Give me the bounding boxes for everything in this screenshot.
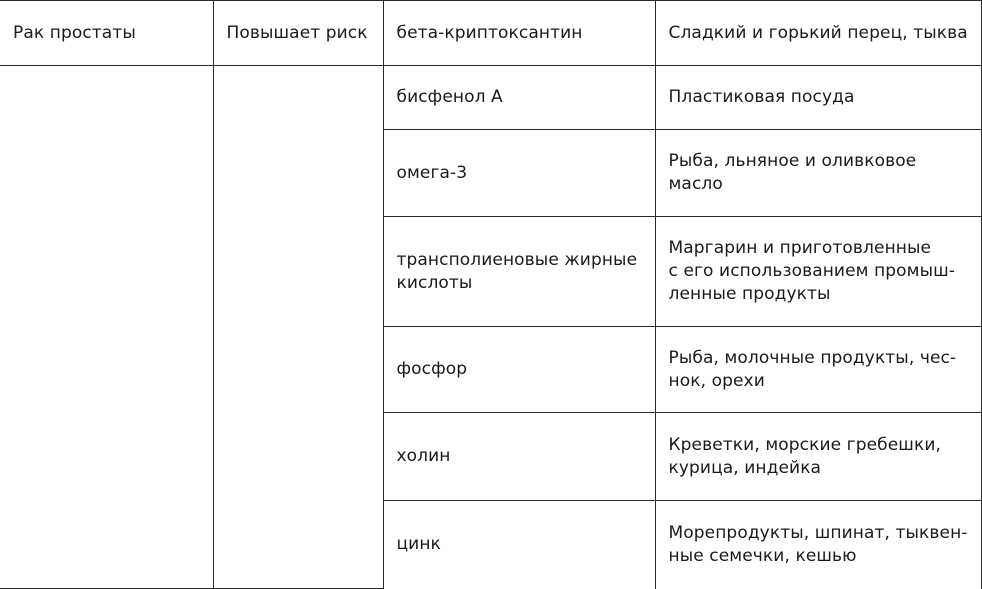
sources-text: Сладкий и горький перец, тыква xyxy=(668,22,968,43)
sources-text: Пластиковая посуда xyxy=(668,87,855,107)
sources-text: Морепродукты, шпинат, тыквен- xyxy=(668,522,968,543)
sources-cell xyxy=(655,413,981,501)
sources-cell xyxy=(655,217,981,327)
nutrient-text: бисфенол А xyxy=(396,87,503,107)
sources-cell xyxy=(655,66,981,130)
nutrient-text: кислоты xyxy=(396,272,473,293)
sources-text: масло xyxy=(668,174,723,194)
nutrient-cell xyxy=(383,1,655,66)
nutrient-cell xyxy=(383,327,655,413)
sources-text: нок, орехи xyxy=(668,370,765,391)
nutrient-text: омега-3 xyxy=(396,162,468,183)
sources-text: ные семечки, кешью xyxy=(668,545,857,566)
sources-text: курица, индейка xyxy=(668,457,822,478)
effect-cell xyxy=(213,1,383,66)
nutrient-text: фосфор xyxy=(396,359,468,379)
sources-text: Маргарин и приготовленные xyxy=(668,238,932,258)
nutrient-cell xyxy=(383,130,655,217)
sources-text: с его использованием промыш- xyxy=(668,261,956,281)
nutrient-cell xyxy=(383,66,655,130)
table-row xyxy=(0,1,981,66)
sources-cell xyxy=(655,130,981,217)
nutrient-cell xyxy=(383,413,655,501)
sources-text: Креветки, морские гребешки, xyxy=(668,434,941,455)
nutrient-text: цинк xyxy=(396,534,441,555)
disease-label: Рак простаты xyxy=(13,22,136,43)
sources-text: ленные продукты xyxy=(668,284,831,304)
disease-cell-empty xyxy=(0,66,213,589)
nutrient-text: бета-криптоксантин xyxy=(396,22,583,43)
nutrient-text: холин xyxy=(396,446,451,466)
nutrient-text: трансполиеновые жирные xyxy=(396,249,638,270)
sources-cell xyxy=(655,1,981,66)
nutrient-cell xyxy=(383,217,655,327)
sources-cell xyxy=(655,501,981,589)
effect-cell-empty xyxy=(213,66,383,589)
effect-label: Повышает риск xyxy=(226,22,368,43)
sources-cell xyxy=(655,327,981,413)
disease-cell xyxy=(0,1,213,66)
sources-text: Рыба, льняное и оливковое xyxy=(668,151,917,171)
sources-text: Рыба, молочные продукты, чес- xyxy=(668,347,957,368)
table-row xyxy=(0,66,981,130)
nutrient-cell xyxy=(383,501,655,589)
